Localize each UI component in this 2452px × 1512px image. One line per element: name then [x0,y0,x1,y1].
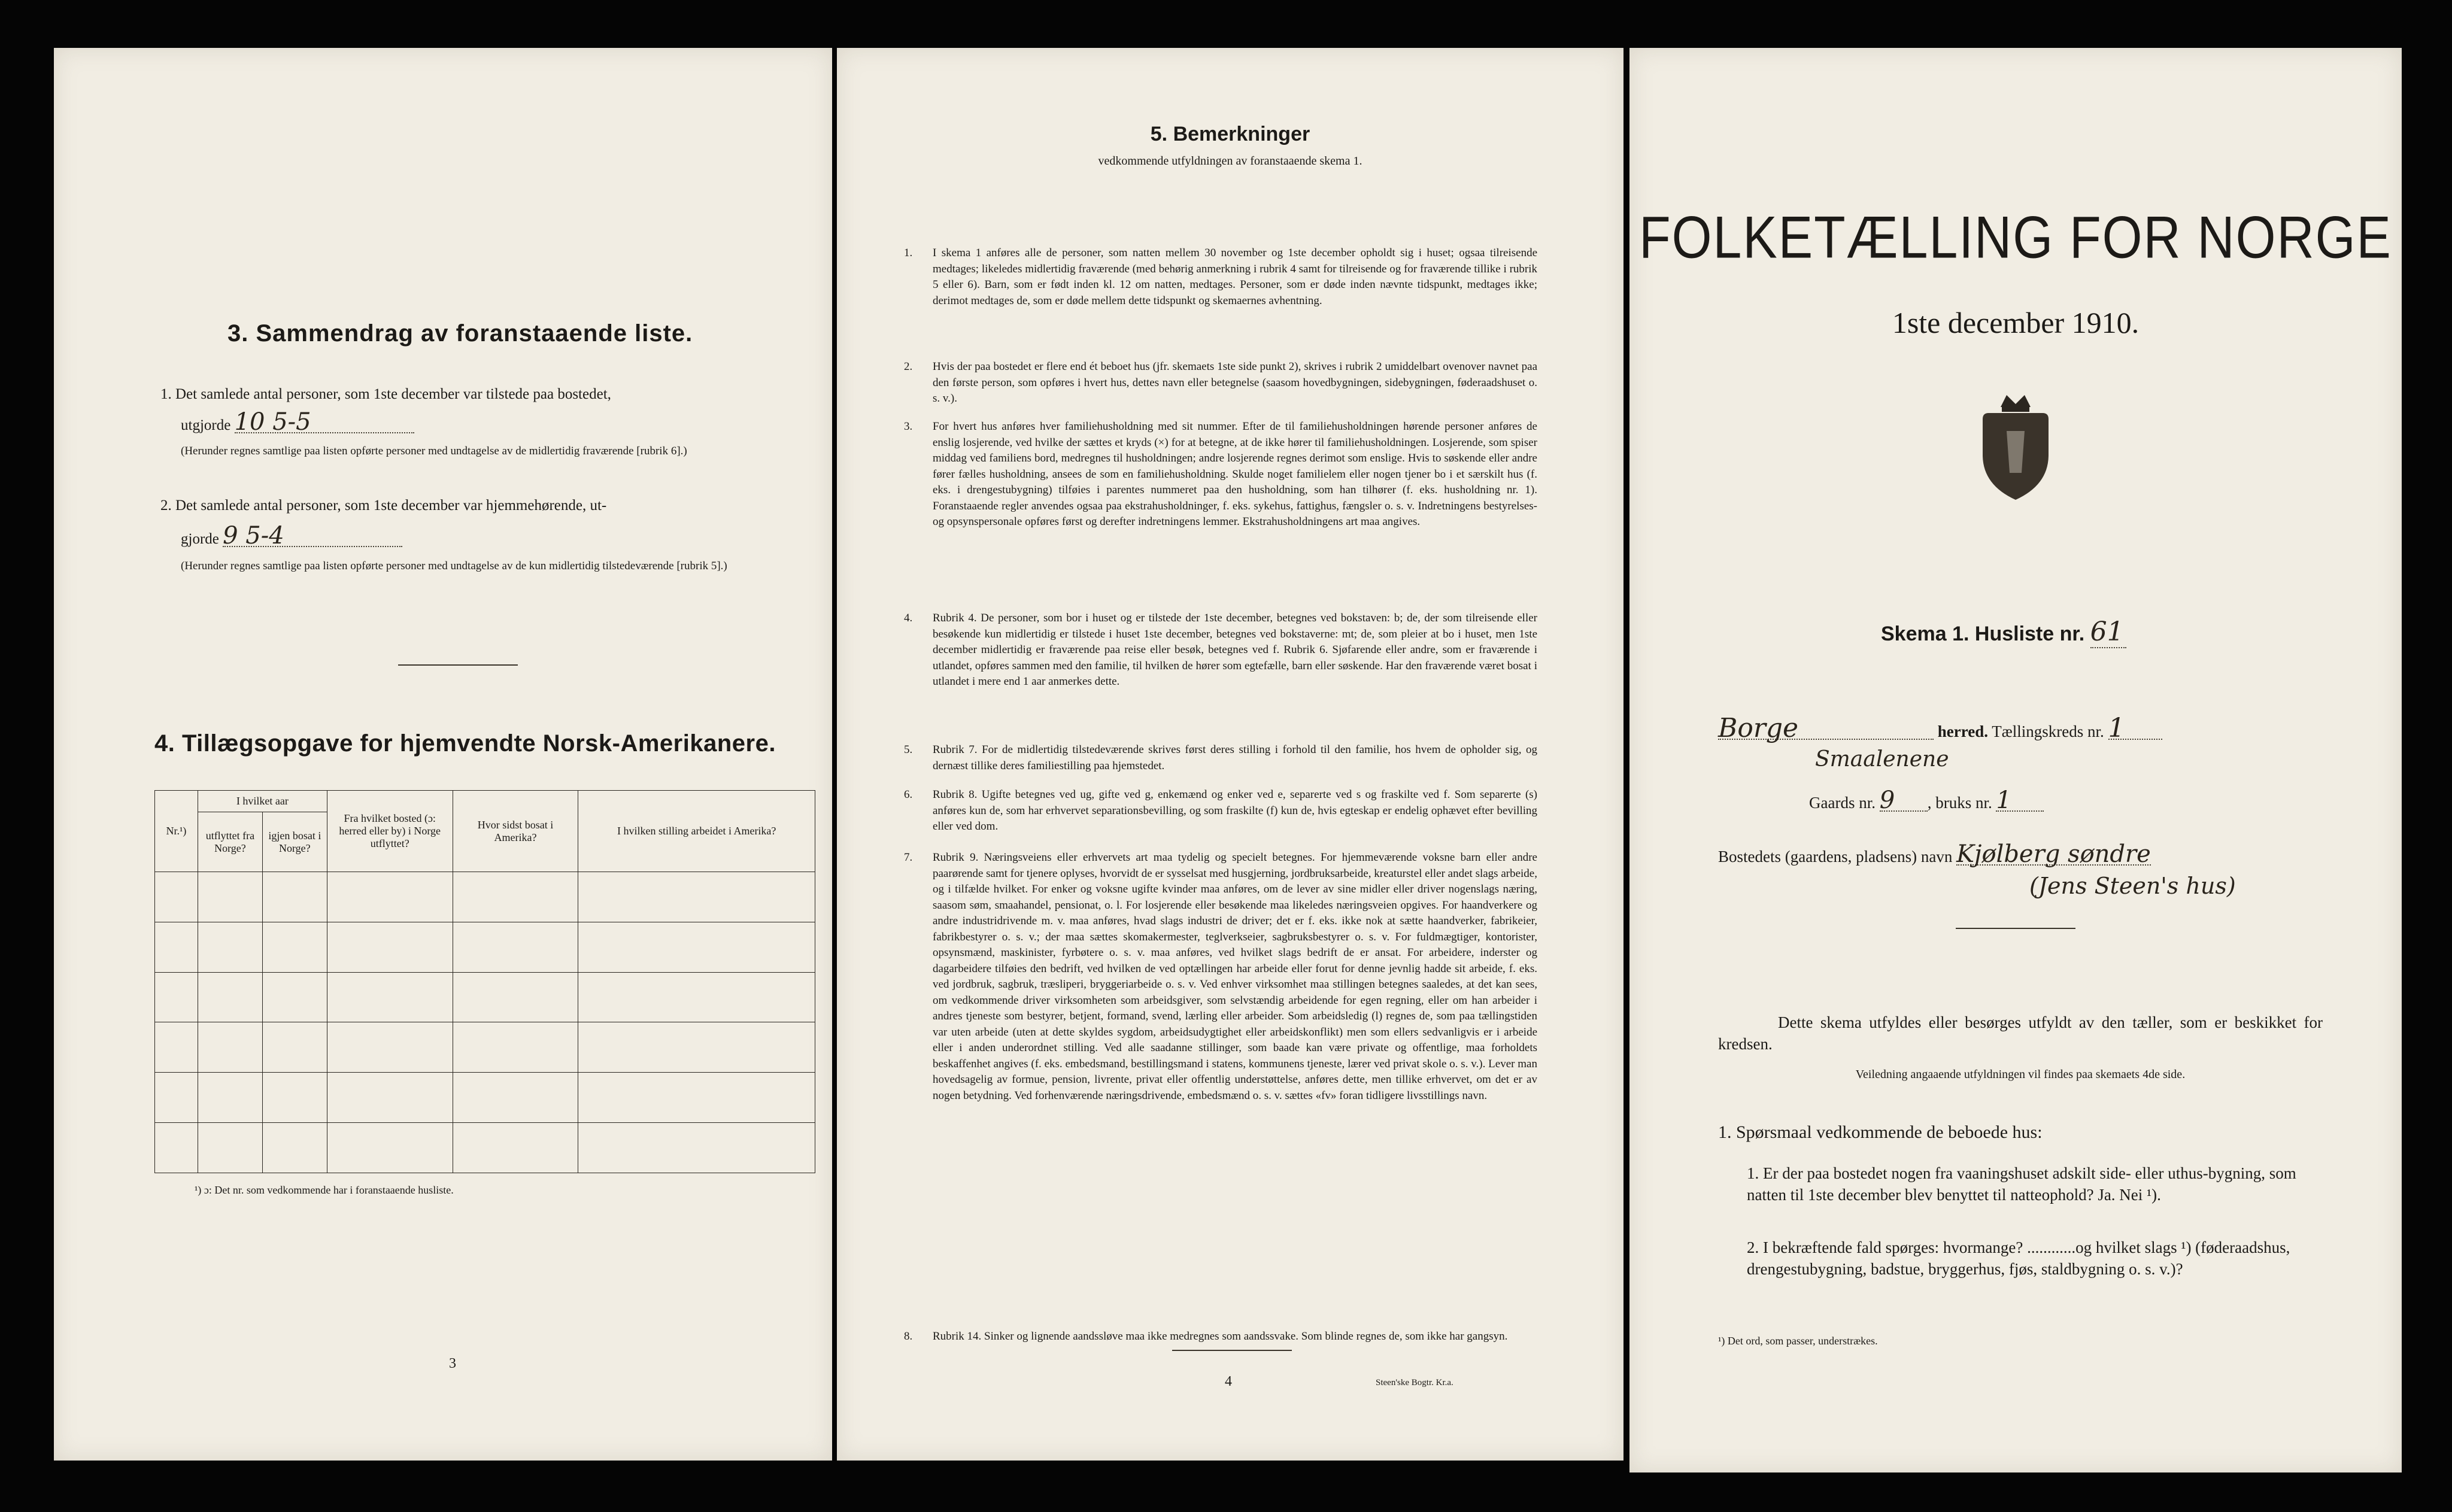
county-handwritten: Smaalenene [1815,747,1949,772]
gaards-label: Gaards nr. [1809,794,1876,812]
q1-answer-row [181,408,480,436]
remarks-subtitle: vedkommende utfyldningen av foranstaaende skema 1. [1098,154,1362,168]
section-3-title: 3. Sammendrag av foranstaaende liste. [227,320,693,347]
q1-text: 1. Det samlede antal personer, som 1ste december var tilstede paa bostedet, [160,386,611,402]
remark-number: 1. [904,247,913,259]
intro-text: Dette skema utfyldes eller besørges utfyldt av den tæller, som er beskikket for kredsen. [1718,1013,2323,1053]
section-4-title: 4. Tillægsopgave for hjemvendte Norsk-Amerikanere. [154,730,776,757]
remark-item [904,359,1537,407]
bosted-handwritten-1: Kjølberg søndre [1956,840,2151,868]
remark-text: Rubrik 14. Sinker og lignende aandssløve maa ikke medregnes som aandssvake. Som blinde regnes de, som ikke har gangsyn. [933,1330,1508,1343]
husliste-number: 61 [2090,617,2126,648]
remark-text: Rubrik 9. Næringsveiens eller erhvervets art maa tydelig og specielt betegnes. For hjemmeværende voksne barn eller andre paarørende samt for tjenere oplyses, hvorvidt de er sysselsat med husgjerning, jordbruksarbeide, kreaturstel eller andet slags arbeide, og i tilfælde hvilket. For enker og voksne ugifte kvinder maa anføres, om de lever av sine midler eller driver nogenslags næring, saasom søm, smaahandel, pensionat, o. l. For losjerende eller besøkende maa likeledes næringsveien opgives. For haandverkere og andre industridrivende m. v. maa anføres, hvad slags industri de driver; det er f. eks. ikke nok at sætte haandverker, fabrikeier, fabrikbestyrer o. s. v.; der maa sættes skomakermester, teglverkseier, sagbruksbestyrer o. s. v. For fuldmægtiger, kontorister, opsynsmænd, maskinister, fyrbøtere o. s. v. maa anføres, ved hvilket slags bedrift de er ansat. For arbeidere, inderster og dagarbeidere tilføies den bedrift, ved hvilken de ved optællingen har arbeide eller forut for denne jevnlig hadde sit arbeide, f. eks. ved jordbruk, sagbruk, træsliperi, bryggeriarbeide o. s. v. Ved enhver virksomhet maa stillingen betegnes saaledes, at det kan sees, om vedkommende driver virksomheten som arbeidsgiver, som selvstændig arbeidende for egen regning, eller om han arbeider i andres tjeneste som bestyrer, betjent, formand, svend, lærling eller arbeider. Som arbeidsledig (l) regnes de, som paa tællingstiden var uten arbeide (uten at dette skyldes sygdom, arbeidsudygtighet eller arbeidskonflikt) men som ellers sedvanligvis er i arbeide eller i anden underordnet stilling. Ved alle saadanne stillinger, som baade kan være private og offentlige, maa forholdets beskaffenhet angives (f. eks. embedsmand, bestillingsmand i statens, kommunens tjeneste, lærer ved privat skole o. s. v.). Lever man hovedsagelig av formue, pension, livrente, privat eller offentlig understøttelse, anføres dette, men tillike erhvervet, om det er av nogen betydning. Ved forhenværende næringsdrivende, embedsmænd o. s. v. sættes «fv» foran tidligere livsstillings navn. [933,851,1537,1102]
page-middle [837,48,1623,1461]
table-row [155,1073,815,1123]
bosted-label: Bostedets (gaardens, pladsens) navn [1718,848,1953,866]
right-footnote: ¹) Det ord, som passer, understrækes. [1718,1335,1878,1347]
table-row [155,922,815,972]
table-footnote: ¹) ɔ: Det nr. som vedkommende har i foranstaaende husliste. [195,1184,454,1196]
q1-note: (Herunder regnes samtlige paa listen opførte personer med undtagelse av de midlertidig fraværende [rubrik 6].) [181,445,687,457]
census-date: 1ste december 1910. [1892,306,2140,339]
remark-item [904,419,1537,530]
q2-answer-row [181,522,480,549]
intro-note: Veiledning angaaende utfyldningen vil findes paa skemaets 4de side. [1855,1068,2186,1081]
remark-number: 7. [904,851,913,864]
remarks-title: 5. Bemerkninger [1150,123,1310,145]
col-nr: Nr.¹) [155,791,198,872]
remark-text: I skema 1 anføres alle de personer, som natten mellem 30 november og 1ste december opholdt sig i huset; ogsaa tilreisende medtages; likeledes midlertidig fraværende (med behørig anmerkning i rubrik 4 samt for tilreisende og for fraværende tillike i rubrik 5 eller 6). Barn, som er født inden kl. 12 om natten, medtages. Personer, som er døde inden nævnte tidspunkt, medtages ikke; derimot medtages de, som er døde mellem dette tidspunkt og skemaernes avhentning. [933,247,1537,307]
remark-number: 3. [904,420,913,433]
col-stilling: I hvilken stilling arbeidet i Amerika? [578,791,815,872]
remark-item [904,1329,1537,1345]
herred-handwritten: Borge [1718,718,1934,740]
question-2: 2. I bekræftende fald spørges: hvormange? ............og hvilket slags ¹) (føderaadshus, drengestubygning, badstue, bryggerhus, fjøs, staldbygning o. s. v.)? [1747,1238,2290,1278]
section-divider [398,664,518,666]
norsk-amerikanere-table [154,790,815,1173]
bosted-handwritten-2: (Jens Steen's hus) [2029,873,2236,899]
q1-prefix: utgjorde [181,417,231,433]
skema-label: Skema 1. Husliste nr. [1881,623,2085,645]
kreds-label: Tællingskreds nr. [1992,722,2104,740]
q2-handwritten-answer: 9 5-4 [223,526,402,547]
remark-text: For hvert hus anføres hver familiehusholdning med sit nummer. Efter de til familiehusholdningen hørende personer anføres de enslig losjerende, ved hvilke der sættes et kryds (×) for at betegne, at de ikke hører til familiehusholdningen. Losjerende, som spiser middag ved familiens bord, medregnes til husholdningen; andre losjerende regnes derimot som enslige. Hvis to søskende eller andre fører fælles husholdning, ansees de som en familiehusholdning. Skulde noget familielem eller nogen tjener bo i et særskilt hus (f. eks. i drengestubygning) tilføies i parentes nummeret paa den husholdning, som han tilhører (f. eks. husholdning nr. 1). Foranstaaende regler anvendes ogsaa paa ekstrahusholdninger, f. eks. sykehus, fattighus, fængsler o. s. v. Indretningens bestyrelses- og opsynspersonale opføres først og derefter indretningens lemmer. Ekstrahusholdningens art maa angives. [933,420,1537,528]
end-divider [1172,1350,1292,1351]
remark-item [904,787,1537,835]
gaards-handwritten: 9 [1880,790,1928,812]
bruks-handwritten: 1 [1996,790,2044,812]
table-row [155,972,815,1022]
remark-item [904,742,1537,774]
page-number-4: 4 [1225,1374,1232,1389]
remark-text: Rubrik 4. De personer, som bor i huset og er tilstede der 1ste december, betegnes ved bokstaven: b; de, der som tilreisende eller besøkende kun midlertidig er tilstede i huset 1ste december, betegnes ved bokstaverne: mt; de, som pleier at bo i huset, men 1ste december midlertidig er fraværende paa reise eller besøk, betegnes ved f. Rubrik 6. Sjøfarende eller andre, som er fraværende i utlandet, opføres sammen med den familie, til hvilken de hører som egtefælle, barn eller søskende. Har den fraværende været bosat i utlandet i mere end 1 aar anmerkes dette. [933,612,1537,688]
remark-text: Hvis der paa bostedet er flere end ét beboet hus (jfr. skemaets 1ste side punkt 2), skrives i rubrik 2 umiddelbart ovenover navnet paa den første person, som opføres i hvert hus, dettes navn eller betegnelse (saasom hovedbygningen, sidebygningen, føderaadshuset o. s. v.). [933,360,1537,405]
questions-heading: 1. Spørsmaal vedkommende de beboede hus: [1718,1122,2043,1142]
coat-of-arms-icon [1965,383,2066,503]
kreds-handwritten: 1 [2108,718,2162,740]
bruks-label: , bruks nr. [1927,794,1992,812]
q2-prefix: gjorde [181,531,219,547]
page-right [1629,48,2402,1472]
census-title: FOLKETÆLLING FOR NORGE [1639,204,2392,271]
remark-text: Rubrik 7. For de midlertidig tilstedeværende skrives først deres stilling i forhold til den familie, hos hvem de opholder sig, og dernæst tillike deres familiestilling paa hjemstedet. [933,743,1537,772]
col-igjen-bosat: igjen bosat i Norge? [262,812,327,872]
gaards-row [1809,787,2044,814]
page-left [54,48,832,1461]
table-row [155,1022,815,1073]
q1-handwritten-answer: 10 5-5 [235,412,414,433]
q2-text: 2. Det samlede antal personer, som 1ste december var hjemmehørende, ut- [160,497,607,514]
question-1: 1. Er der paa bostedet nogen fra vaaningshuset adskilt side- eller uthus-bygning, som natten til 1ste december blev benyttet til natteophold? Ja. Nei ¹). [1747,1164,2296,1204]
col-group-year: I hvilket aar [198,791,327,812]
bosted-row [1718,840,2151,868]
remark-item [904,245,1537,309]
printer-mark: Steen'ske Bogtr. Kr.a. [1376,1378,1453,1387]
col-utflyttet: utflyttet fra Norge? [198,812,262,872]
page-number-3: 3 [449,1356,456,1371]
herred-label: herred. [1937,722,1988,740]
ornament-divider [1956,928,2075,929]
remark-number: 8. [904,1330,913,1343]
remark-item [904,611,1537,690]
remark-number: 5. [904,743,913,756]
col-bosted: Fra hvilket bosted (ɔ: herred eller by) i Norge utflyttet? [327,791,453,872]
skema-row [1881,617,2126,648]
remark-item [904,850,1537,1104]
col-sidst-bosat: Hvor sidst bosat i Amerika? [453,791,578,872]
table-row [155,1123,815,1173]
remark-number: 2. [904,360,913,373]
q2-note: (Herunder regnes samtlige paa listen opførte personer med undtagelse av de kun midlertidig tilstedeværende [rubrik 5].) [181,560,727,572]
table-row [155,872,815,922]
remark-number: 6. [904,788,913,801]
remark-text: Rubrik 8. Ugifte betegnes ved ug, gifte ved g, enkemænd og enker ved e, separerte ved s og fraskilte ved f. Som separerte (s) anføres kun de, som har erhvervet separationsbevilling, og som fraskilte (f) kun de, hvis egteskap er endelig ophævet efter bevilling eller ved dom. [933,788,1537,833]
herred-row [1718,713,2162,743]
remark-number: 4. [904,612,913,624]
